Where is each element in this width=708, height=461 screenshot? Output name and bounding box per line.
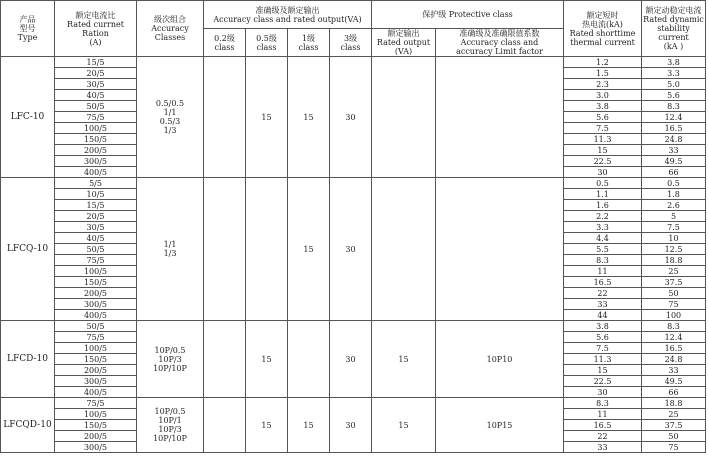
ratio-cell: 5/5: [55, 178, 137, 189]
dynamic-current-cell: 25: [642, 266, 706, 277]
thermal-current-cell: 33: [564, 442, 642, 453]
dynamic-current-cell: 18.8: [642, 255, 706, 266]
class1-header-en: class: [298, 42, 319, 52]
class1-header-cn: 1级: [301, 33, 316, 43]
ratio-cell: 200/5: [55, 365, 137, 376]
header-row-1: [1, 1, 706, 29]
accuracy-class-line: 10P/1: [158, 416, 182, 425]
class02-output-cell: [204, 57, 246, 178]
dynamic-current-cell: 12.5: [642, 244, 706, 255]
dynamic-current-cell: 25: [642, 409, 706, 420]
thermal-current-cell: 7.5: [564, 343, 642, 354]
group-classes-cell: [137, 178, 204, 321]
class3-output-cell: 30: [330, 321, 372, 398]
dynamic-current-cell: 10: [642, 233, 706, 244]
accuracy-header-cn: 准确级及额定输出: [255, 5, 320, 15]
ratio-cell: 50/5: [55, 321, 137, 332]
thermal-current-cell: 3.8: [564, 321, 642, 332]
class05-header-cn: 0.5级: [256, 33, 277, 43]
thermal-current-cell: 4.4: [564, 233, 642, 244]
thermal-current-cell: 3.8: [564, 101, 642, 112]
ratio-header-cn: 额定电流比: [75, 10, 116, 20]
accuracy-class-line: 10P/3: [158, 354, 182, 364]
accuracy-class-line: 1/1: [163, 108, 177, 117]
dynamic-current-cell: 75: [642, 442, 706, 453]
class1-output-cell: [288, 321, 330, 398]
dynamic-current-cell: 49.5: [642, 376, 706, 387]
dynamic-current-cell: 24.8: [642, 134, 706, 145]
class02-header-cn: 0.2级: [214, 33, 235, 43]
accuracy-class-line: 10P/3: [158, 425, 182, 434]
classes-header-en2: Classes: [154, 33, 186, 42]
col-class05-header: [246, 29, 288, 57]
dynamic-current-cell: 50: [642, 431, 706, 442]
prot-factor-cell: 10P15: [436, 398, 564, 453]
thermal-header-cn1: 额定短时: [586, 10, 619, 20]
ratio-cell: 75/5: [55, 112, 137, 123]
prot-factor-header-cn: 准确级及准确限值系数: [459, 29, 540, 38]
class3-output-cell: 30: [330, 57, 372, 178]
thermal-current-cell: 2.3: [564, 79, 642, 90]
ratio-cell: 300/5: [55, 376, 137, 387]
dynamic-current-cell: 16.5: [642, 343, 706, 354]
table-row: [1, 321, 706, 332]
thermal-current-cell: 22: [564, 288, 642, 299]
dynamic-current-cell: 33: [642, 145, 706, 156]
group-type-cell: LFCQ-10: [1, 178, 55, 321]
dynamic-current-cell: 8.3: [642, 101, 706, 112]
ratio-header-en1: Rated currnet: [67, 19, 124, 29]
thermal-current-cell: 7.5: [564, 123, 642, 134]
col-classes-header: [137, 1, 204, 57]
col-class3-header: [330, 29, 372, 57]
table-row: [1, 178, 706, 189]
thermal-current-cell: 3.3: [564, 222, 642, 233]
ratio-cell: 15/5: [55, 200, 137, 211]
type-header-en: Type: [17, 33, 38, 42]
ratio-cell: 200/5: [55, 431, 137, 442]
col-accuracy-header: [204, 1, 372, 29]
thermal-current-cell: 1.1: [564, 189, 642, 200]
thermal-current-cell: 11.3: [564, 134, 642, 145]
class3-header-cn: 3级: [343, 33, 358, 43]
ratio-cell: 200/5: [55, 288, 137, 299]
thermal-current-cell: 1.2: [564, 57, 642, 68]
ratio-cell: 30/5: [55, 79, 137, 90]
ratio-cell: 150/5: [55, 420, 137, 431]
dynamic-current-cell: 2.6: [642, 200, 706, 211]
thermal-current-cell: 30: [564, 387, 642, 398]
ratio-cell: 200/5: [55, 145, 137, 156]
col-prot-output-header: [372, 29, 436, 57]
accuracy-class-line: 10P/10P: [153, 434, 187, 443]
thermal-current-cell: 22.5: [564, 376, 642, 387]
dynamic-current-cell: 75: [642, 299, 706, 310]
protective-header-title: 保护级 Protective class: [422, 10, 513, 19]
prot-factor-header-en1: Accuracy class and: [460, 38, 539, 47]
dynamic-current-cell: 5.6: [642, 90, 706, 101]
thermal-current-cell: 8.3: [564, 255, 642, 266]
class05-output-cell: 15: [246, 321, 288, 398]
dynamic-current-cell: 5.0: [642, 79, 706, 90]
ratio-cell: 15/5: [55, 57, 137, 68]
prot-output-header-cn: 额定输出: [387, 29, 420, 38]
prot-factor-cell: [436, 178, 564, 321]
thermal-current-cell: 22.5: [564, 156, 642, 167]
dynamic-current-cell: 12.4: [642, 112, 706, 123]
ratio-cell: 40/5: [55, 233, 137, 244]
ratio-cell: 300/5: [55, 442, 137, 453]
ratio-cell: 300/5: [55, 156, 137, 167]
dynamic-current-cell: 12.4: [642, 332, 706, 343]
thermal-current-cell: 11: [564, 266, 642, 277]
ratio-cell: 20/5: [55, 68, 137, 79]
dynamic-current-cell: 5: [642, 211, 706, 222]
col-prot-factor-header: [436, 29, 564, 57]
dynamic-current-cell: 3.3: [642, 68, 706, 79]
ratio-cell: 400/5: [55, 310, 137, 321]
type-header-cn: 产品: [19, 15, 36, 24]
class1-output-cell: 15: [288, 398, 330, 453]
prot-output-cell: 15: [372, 321, 436, 398]
dynamic-current-cell: 1.8: [642, 189, 706, 200]
dynamic-header-en2: stability current: [657, 24, 690, 42]
group-classes-cell: [137, 57, 204, 178]
table-row: [1, 398, 706, 409]
group-type-cell: LFCD-10: [1, 321, 55, 398]
thermal-current-cell: 0.5: [564, 178, 642, 189]
class05-output-cell: 15: [246, 398, 288, 453]
ratio-cell: 150/5: [55, 277, 137, 288]
dynamic-current-cell: 8.3: [642, 321, 706, 332]
dynamic-current-cell: 66: [642, 167, 706, 178]
dynamic-current-cell: 0.5: [642, 178, 706, 189]
ratio-cell: 100/5: [55, 123, 137, 134]
classes-header-en1: Accuracy: [151, 24, 189, 33]
thermal-current-cell: 15: [564, 365, 642, 376]
class3-header-en: class: [340, 42, 361, 52]
thermal-current-cell: 11: [564, 409, 642, 420]
ratio-cell: 20/5: [55, 211, 137, 222]
accuracy-class-line: 10P/0.5: [154, 345, 186, 355]
ratio-cell: 400/5: [55, 387, 137, 398]
spec-table-body: [1, 57, 706, 453]
thermal-current-cell: 5.6: [564, 332, 642, 343]
dynamic-current-cell: 18.8: [642, 398, 706, 409]
thermal-current-cell: 30: [564, 167, 642, 178]
dynamic-current-cell: 66: [642, 387, 706, 398]
class02-header-en: class: [214, 42, 235, 52]
thermal-header-en1: Rated shorttime: [569, 28, 636, 38]
dynamic-current-cell: 37.5: [642, 420, 706, 431]
dynamic-current-cell: 100: [642, 310, 706, 321]
ratio-cell: 30/5: [55, 222, 137, 233]
accuracy-class-line: 10P/0.5: [154, 407, 186, 416]
class1-output-cell: 15: [288, 57, 330, 178]
thermal-header-cn2: 热电流(kA): [582, 19, 623, 29]
ratio-cell: 150/5: [55, 354, 137, 365]
ratio-header-en2: Ration: [82, 28, 109, 38]
dynamic-current-cell: 7.5: [642, 222, 706, 233]
prot-output-cell: 15: [372, 398, 436, 453]
col-dynamic-header: [642, 1, 706, 57]
group-type-cell: LFC-10: [1, 57, 55, 178]
accuracy-class-line: 1/1: [163, 240, 177, 249]
type-header-cn2: 型号: [19, 24, 36, 33]
thermal-current-cell: 16.5: [564, 420, 642, 431]
thermal-current-cell: 33: [564, 299, 642, 310]
ratio-cell: 50/5: [55, 244, 137, 255]
thermal-current-cell: 15: [564, 145, 642, 156]
ratio-cell: 50/5: [55, 101, 137, 112]
ratio-cell: 40/5: [55, 90, 137, 101]
ratio-cell: 10/5: [55, 189, 137, 200]
thermal-current-cell: 3.0: [564, 90, 642, 101]
group-classes-cell: [137, 321, 204, 398]
prot-output-header-en1: Rated output: [376, 38, 431, 47]
accuracy-class-line: 10P/10P: [153, 363, 187, 373]
dynamic-header-en3: (kA ): [663, 42, 684, 51]
ratio-cell: 400/5: [55, 167, 137, 178]
ratio-cell: 75/5: [55, 332, 137, 343]
thermal-current-cell: 1.6: [564, 200, 642, 211]
class02-output-cell: [204, 321, 246, 398]
class3-output-cell: 30: [330, 178, 372, 321]
prot-factor-header-en2: accuracy Limit factor: [456, 47, 543, 56]
prot-output-header-en2: (VA): [394, 47, 413, 56]
col-ratio-header: [55, 1, 137, 57]
thermal-current-cell: 5.5: [564, 244, 642, 255]
accuracy-class-line: 0.5/0.5: [155, 99, 185, 108]
thermal-current-cell: 2.2: [564, 211, 642, 222]
thermal-header-en2: thermal current: [570, 37, 635, 47]
col-class02-header: [204, 29, 246, 57]
class1-output-cell: 15: [288, 178, 330, 321]
thermal-current-cell: 44: [564, 310, 642, 321]
thermal-current-cell: 8.3: [564, 398, 642, 409]
group-classes-cell: [137, 398, 204, 453]
class3-output-cell: 30: [330, 398, 372, 453]
ratio-cell: 75/5: [55, 255, 137, 266]
col-thermal-header: [564, 1, 642, 57]
dynamic-current-cell: 16.5: [642, 123, 706, 134]
ratio-cell: 300/5: [55, 299, 137, 310]
class05-output-cell: [246, 178, 288, 321]
dynamic-current-cell: 33: [642, 365, 706, 376]
dynamic-current-cell: 24.8: [642, 354, 706, 365]
dynamic-header-en1: Rated dynamic: [643, 15, 704, 24]
ratio-cell: 100/5: [55, 409, 137, 420]
ratio-cell: 100/5: [55, 343, 137, 354]
dynamic-current-cell: 37.5: [642, 277, 706, 288]
prot-factor-cell: 10P10: [436, 321, 564, 398]
dynamic-current-cell: 49.5: [642, 156, 706, 167]
ratio-cell: 150/5: [55, 134, 137, 145]
dynamic-current-cell: 3.8: [642, 57, 706, 68]
thermal-current-cell: 11.3: [564, 354, 642, 365]
class02-output-cell: [204, 398, 246, 453]
ratio-cell: 100/5: [55, 266, 137, 277]
accuracy-class-line: 0.5/3: [159, 117, 181, 126]
class05-header-en: class: [256, 42, 277, 52]
thermal-current-cell: 16.5: [564, 277, 642, 288]
col-class1-header: [288, 29, 330, 57]
ratio-header-en3: (A): [89, 37, 102, 47]
col-protective-header: [372, 1, 564, 29]
prot-factor-cell: [436, 57, 564, 178]
classes-header-cn: 级次组合: [154, 15, 186, 24]
accuracy-class-line: 1/3: [163, 126, 177, 135]
table-row: [1, 57, 706, 68]
ratio-cell: 75/5: [55, 398, 137, 409]
col-type-header: [1, 1, 55, 57]
class05-output-cell: 15: [246, 57, 288, 178]
thermal-current-cell: 1.5: [564, 68, 642, 79]
thermal-current-cell: 5.6: [564, 112, 642, 123]
prot-output-cell: [372, 178, 436, 321]
accuracy-header-en: Accuracy class and rated output(VA): [213, 14, 362, 24]
dynamic-current-cell: 50: [642, 288, 706, 299]
group-type-cell: LFCQD-10: [1, 398, 55, 453]
dynamic-header-cn: 额定动稳定电流: [645, 6, 702, 15]
accuracy-class-line: 1/3: [163, 249, 177, 258]
class02-output-cell: [204, 178, 246, 321]
prot-output-cell: [372, 57, 436, 178]
thermal-current-cell: 22: [564, 431, 642, 442]
